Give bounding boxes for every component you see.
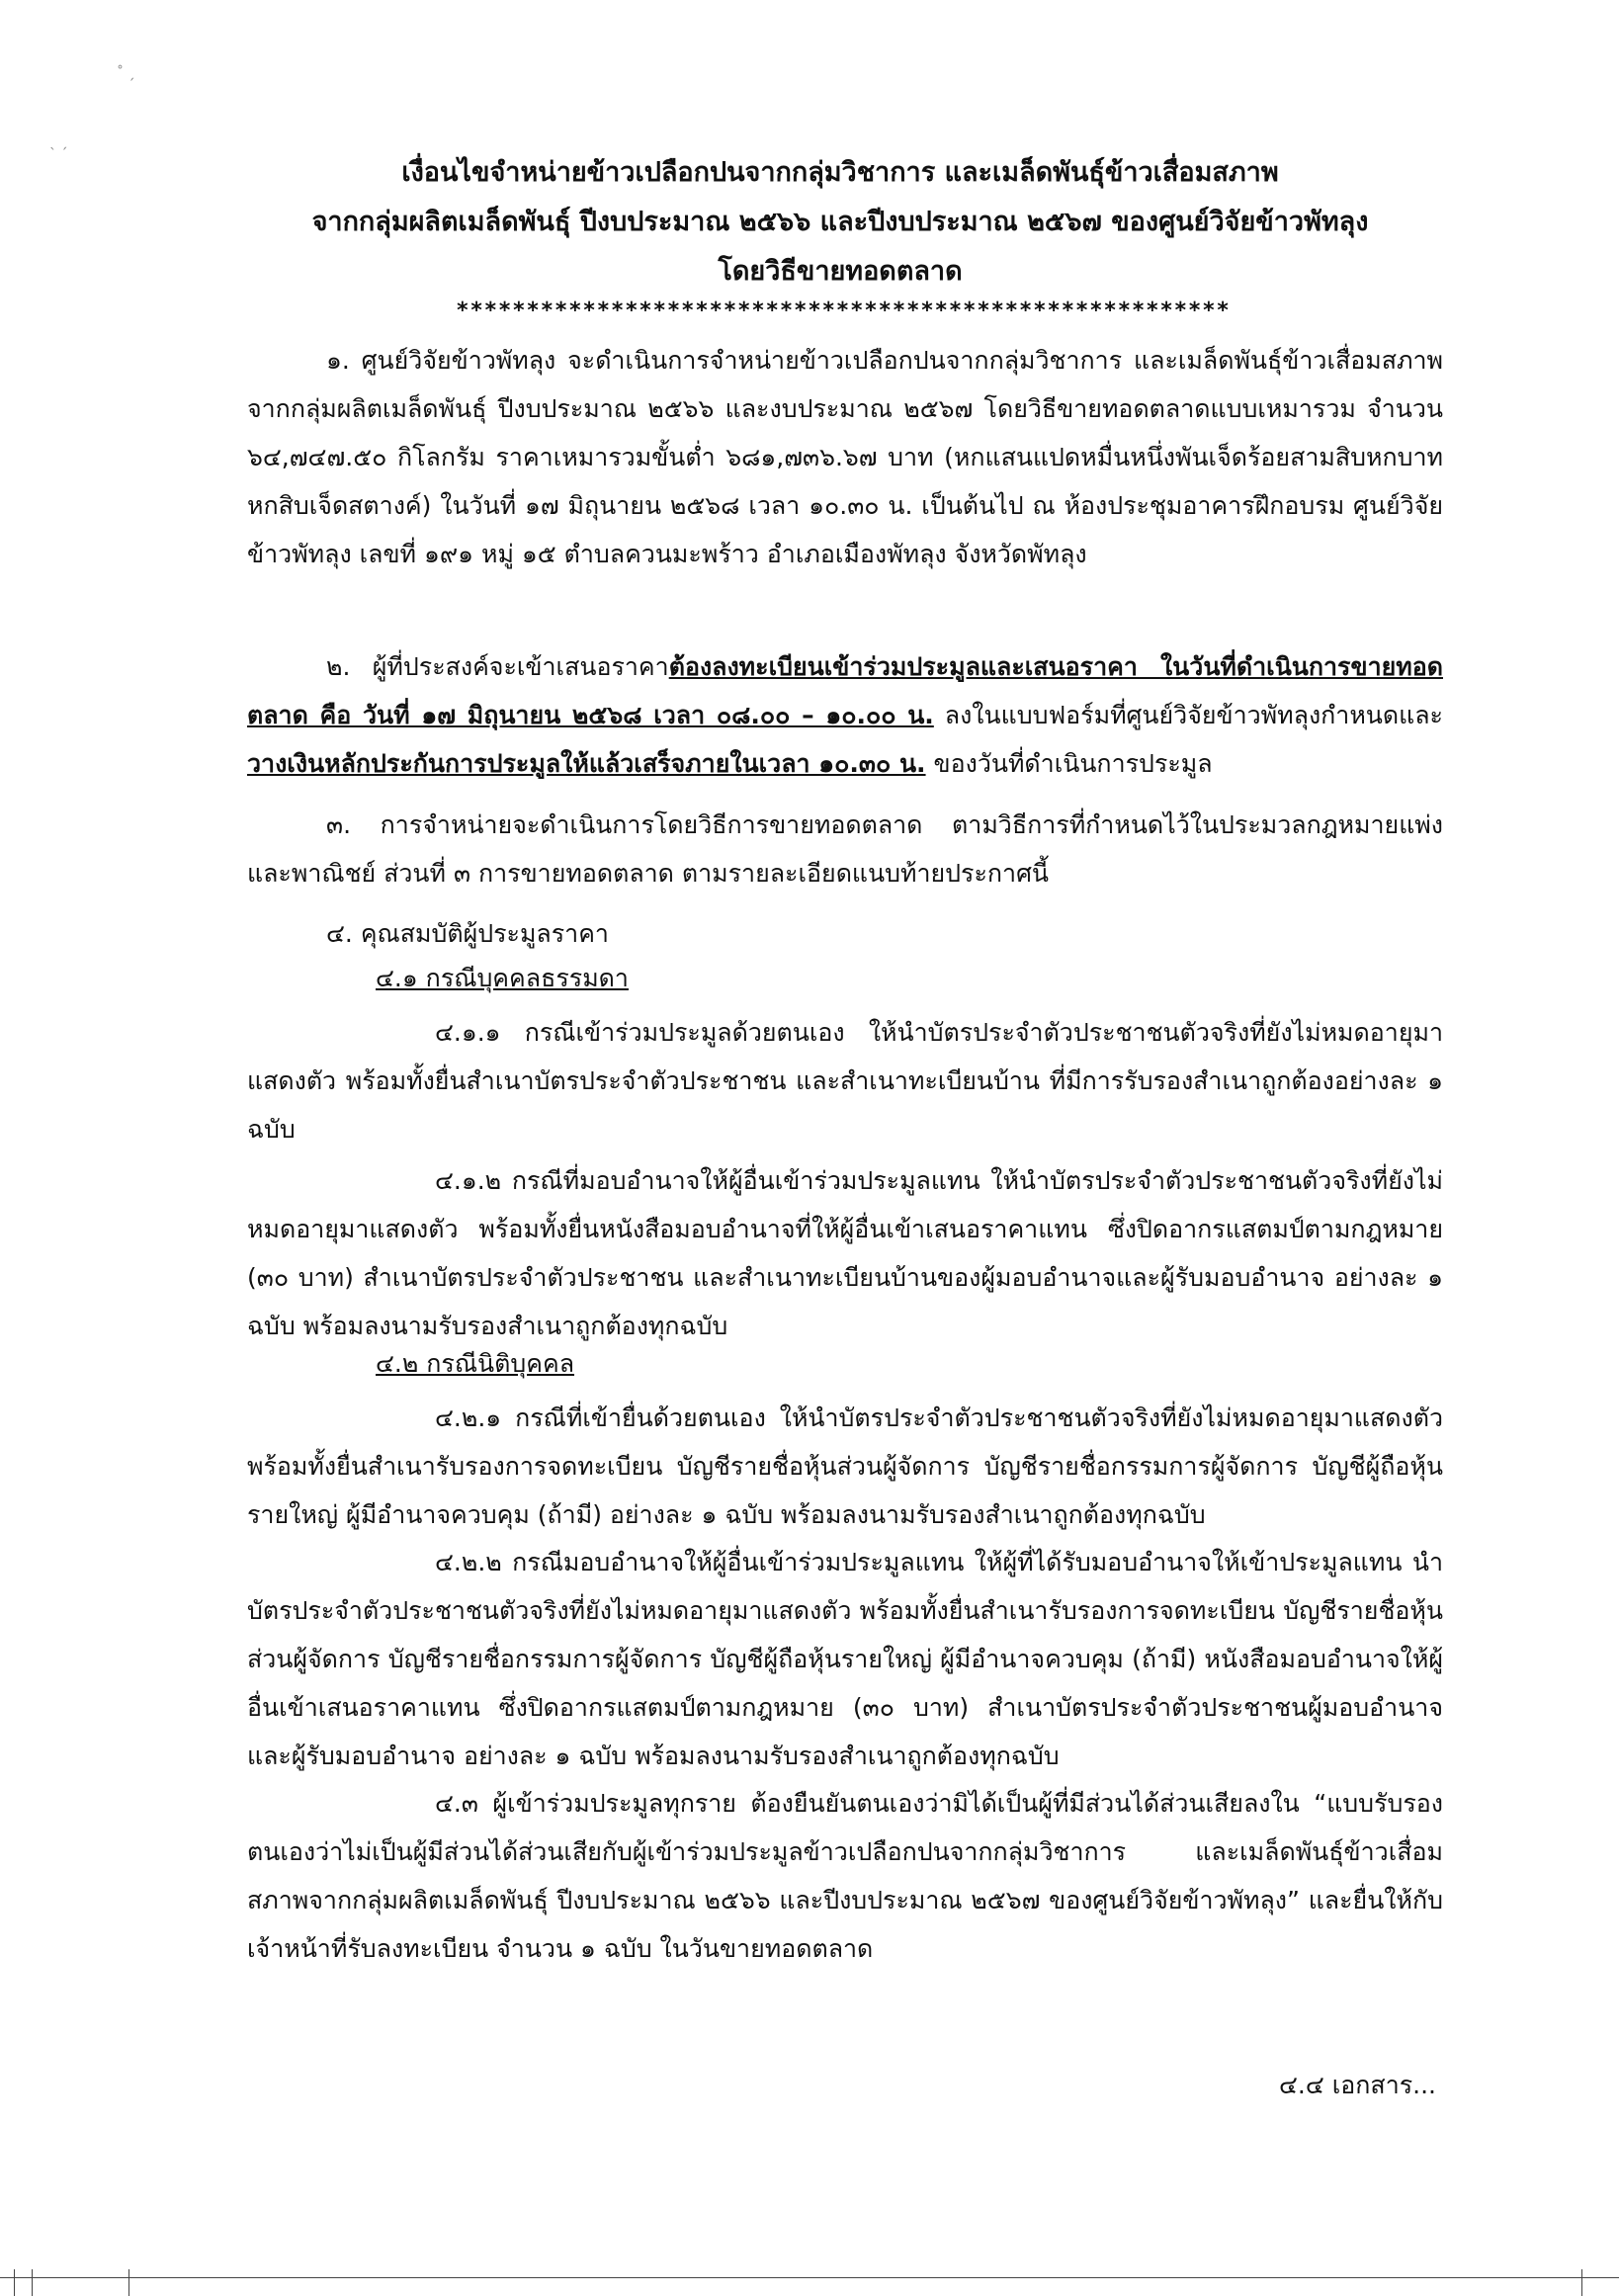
section-1-text: ๑. ศูนย์วิจัยข้าวพัทลุง จะดำเนินการจำหน่ายข้าวเปลือกปนจากกลุ่มวิชาการ และเมล็ดพันธุ์ข้าวเสื่อมสภาพจากกลุ่มผลิตเมล็ดพันธุ์ ปีงบประมาณ ๒๕๖๖ และงบประมาณ ๒๕๖๗ โดยวิธีขายทอดตลาดแบบเหมารวม จำนวน ๖๔,๗๔๗.๕๐ กิโลกรัม ราคาเหมารวมขั้นต่ำ ๖๘๑,๗๓๖.๖๗ บาท (หกแสนแปดหมื่นหนึ่งพันเจ็ดร้อยสามสิบหกบาทหกสิบเจ็ดสตางค์) ในวันที่ ๑๗ มิถุนายน ๒๕๖๘ เวลา ๑๐.๓๐ น. เป็นต้นไป ณ ห้องประชุมอาคารฝึกอบรม ศูนย์วิจัยข้าวพัทลุง เลขที่ ๑๙๑ หมู่ ๑๕ ตำบลควนมะพร้าว อำเภอเมืองพัทลุง จังหวัดพัทลุง xyxy=(247,346,1443,568)
title-separator: ******************************************************* xyxy=(456,298,1231,323)
continuation-reference: ๔.๔ เอกสาร... xyxy=(1279,2071,1436,2099)
section-4-1-heading: ๔.๑ กรณีบุคคลธรรมดา xyxy=(376,964,629,992)
scan-speck: ˚ ˏ xyxy=(117,65,135,81)
section-4-2-2 xyxy=(247,1538,1443,1780)
section-4-2-heading: ๔.๒ กรณีนิติบุคคล xyxy=(376,1349,575,1378)
section-4-1-1 xyxy=(247,1008,1443,1153)
section-4-3 xyxy=(247,1779,1443,1973)
document-title xyxy=(198,148,1483,297)
section-4-2-2-text: ๔.๒.๒ กรณีมอบอำนาจให้ผู้อื่นเข้าร่วมประมูลแทน ให้ผู้ที่ได้รับมอบอำนาจให้เข้าประมูลแทน นำบัตรประจำตัวประชาชนตัวจริงที่ยังไม่หมดอายุมาแสดงตัว พร้อมทั้งยื่นสำเนารับรองการจดทะเบียน บัญชีรายชื่อหุ้นส่วนผู้จัดการ บัญชีรายชื่อกรรมการผู้จัดการ บัญชีผู้ถือหุ้นรายใหญ่ ผู้มีอำนาจควบคุม (ถ้ามี) หนังสือมอบอำนาจให้ผู้อื่นเข้าเสนอราคาแทน ซึ่งปิดอากรแสตมป์ตามกฎหมาย (๓๐ บาท) สำเนาบัตรประจำตัวประชาชนผู้มอบอำนาจและผู้รับมอบอำนาจ อย่างละ ๑ ฉบับ พร้อมลงนามรับรองสำเนาถูกต้องทุกฉบับ xyxy=(247,1548,1443,1770)
scan-edge-tick xyxy=(1581,2269,1582,2296)
section-3 xyxy=(247,801,1443,897)
section-4-2-1 xyxy=(247,1394,1443,1539)
section-1 xyxy=(247,336,1443,578)
section-2 xyxy=(247,642,1443,788)
scan-bottom-rule xyxy=(0,2277,1619,2278)
section-2-middle: ลงในแบบฟอร์มที่ศูนย์วิจัยข้าวพัทลุงกำหนดและ xyxy=(933,701,1443,729)
scan-edge-tick xyxy=(14,2269,15,2296)
scan-edge-tick xyxy=(32,2269,33,2296)
section-4-2-1-text: ๔.๒.๑ กรณีที่เข้ายื่นด้วยตนเอง ให้นำบัตรประจำตัวประชาชนตัวจริงที่ยังไม่หมดอายุมาแสดงตัว พร้อมทั้งยื่นสำเนารับรองการจดทะเบียน บัญชีรายชื่อหุ้นส่วนผู้จัดการ บัญชีรายชื่อกรรมการผู้จัดการ บัญชีผู้ถือหุ้น รายใหญ่ ผู้มีอำนาจควบคุม (ถ้ามี) อย่างละ ๑ ฉบับ พร้อมลงนามรับรองสำเนาถูกต้องทุกฉบับ xyxy=(247,1403,1443,1529)
scan-speck: ˎ ˏ xyxy=(49,134,68,150)
section-4-heading: ๔. คุณสมบัติผู้ประมูลราคา xyxy=(326,919,609,948)
scan-edge-tick xyxy=(128,2269,129,2296)
section-2-tail: ของวันที่ดำเนินการประมูล xyxy=(925,749,1213,778)
section-4 xyxy=(247,909,1443,958)
section-4-1-1-text: ๔.๑.๑ กรณีเข้าร่วมประมูลด้วยตนเอง ให้นำบัตรประจำตัวประชาชนตัวจริงที่ยังไม่หมดอายุมาแสดงตัว พร้อมทั้งยื่นสำเนาบัตรประจำตัวประชาชน และสำเนาทะเบียนบ้าน ที่มีการรับรองสำเนาถูกต้องอย่างละ ๑ ฉบับ xyxy=(247,1018,1443,1144)
section-4-1-2 xyxy=(247,1156,1443,1350)
title-line-2: จากกลุ่มผลิตเมล็ดพันธุ์ ปีงบประมาณ ๒๕๖๖ และปีงบประมาณ ๒๕๖๗ ของศูนย์วิจัยข้าวพัทลุง xyxy=(311,207,1369,237)
section-2-registration-emphasis: ต้องลงทะเบียนเข้าร่วมประมูลและเสนอราคา ในวันที่ดำเนินการขายทอดตลาด คือ วันที่ ๑๗ มิถุนายน ๒๕๖๘ เวลา ๐๘.๐๐ – ๑๐.๐๐ น. xyxy=(247,652,1443,729)
title-line-1: เงื่อนไขจำหน่ายข้าวเปลือกปนจากกลุ่มวิชาการ และเมล็ดพันธุ์ข้าวเสื่อมสภาพ xyxy=(401,157,1279,188)
section-3-text: ๓. การจำหน่ายจะดำเนินการโดยวิธีการขายทอดตลาด ตามวิธีการที่กำหนดไว้ในประมวลกฎหมายแพ่งและพาณิชย์ ส่วนที่ ๓ การขายทอดตลาด ตามรายละเอียดแนบท้ายประกาศนี้ xyxy=(247,810,1443,888)
section-2-deposit-emphasis: วางเงินหลักประกันการประมูลให้แล้วเสร็จภายในเวลา ๑๐.๓๐ น. xyxy=(247,749,926,778)
section-2-text xyxy=(247,642,1443,788)
title-line-3: โดยวิธีขายทอดตลาด xyxy=(718,256,963,287)
section-2-lead: ๒. ผู้ที่ประสงค์จะเข้าเสนอราคา xyxy=(326,652,669,681)
section-4-3-text: ๔.๓ ผู้เข้าร่วมประมูลทุกราย ต้องยืนยันตนเองว่ามิได้เป็นผู้ที่มีส่วนได้ส่วนเสียลงใน “แบบรับรองตนเองว่าไม่เป็นผู้มีส่วนได้ส่วนเสียกับผู้เข้าร่วมประมูลข้าวเปลือกปนจากกลุ่มวิชาการ และเมล็ดพันธุ์ข้าวเสื่อมสภาพจากกลุ่มผลิตเมล็ดพันธุ์ ปีงบประมาณ ๒๕๖๖ และปีงบประมาณ ๒๕๖๗ ของศูนย์วิจัยข้าวพัทลุง” และยื่นให้กับเจ้าหน้าที่รับลงทะเบียน จำนวน ๑ ฉบับ ในวันขายทอดตลาด xyxy=(247,1789,1443,1963)
section-4-1-2-text: ๔.๑.๒ กรณีที่มอบอำนาจให้ผู้อื่นเข้าร่วมประมูลแทน ให้นำบัตรประจำตัวประชาชนตัวจริงที่ยังไม่หมดอายุมาแสดงตัว พร้อมทั้งยื่นหนังสือมอบอำนาจที่ให้ผู้อื่นเข้าเสนอราคาแทน ซึ่งปิดอากรแสตมป์ตามกฎหมาย (๓๐ บาท) สำเนาบัตรประจำตัวประชาชน และสำเนาทะเบียนบ้านของผู้มอบอำนาจและผู้รับมอบอำนาจ อย่างละ ๑ ฉบับ พร้อมลงนามรับรองสำเนาถูกต้องทุกฉบับ xyxy=(247,1166,1443,1340)
